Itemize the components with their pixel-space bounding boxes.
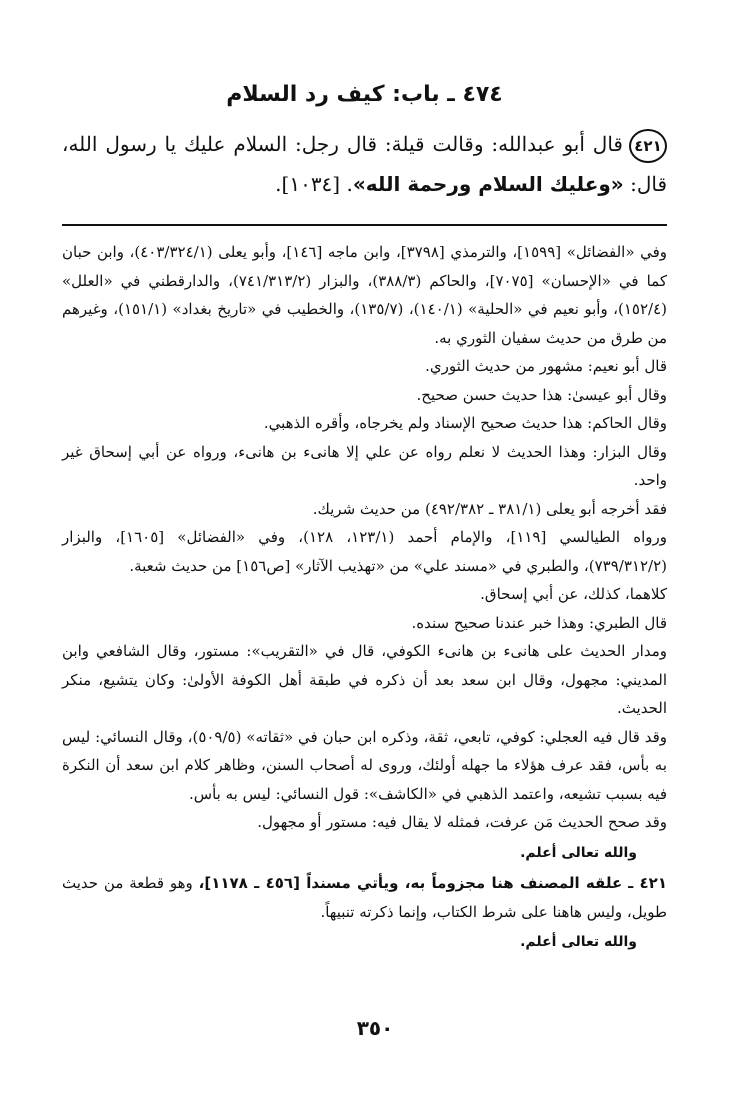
note-number: ٤٢١ ـ bbox=[628, 874, 667, 892]
page-number: ٣٥٠ bbox=[356, 1016, 394, 1040]
note-bold-text: علقه المصنف هنا مجزوماً به، ويأتي مسنداً [٤٥٦ ـ ١١٧٨]، bbox=[198, 874, 623, 892]
hadith-number-badge: ٤٢١ bbox=[629, 129, 667, 163]
chapter-title: ٤٧٤ ـ باب: كيف رد السلام bbox=[226, 82, 503, 107]
note-text: وهو قطعة من حديث طويل، وليس هاهنا على شرط الكتاب، وإنما ذكرته تنبيهاً. bbox=[62, 874, 667, 921]
footnote-paragraph: كلاهما، كذلك، عن أبي إسحاق. bbox=[480, 585, 667, 603]
footnote-paragraph: وقد قال فيه العجلي: كوفي، تابعي، ثقة، وذكره ابن حبان في «ثقاته» (٥٠٩/٥)، وقال النسائي: ليس به بأس، فقد عرف هؤلاء ما جهله أولئك، وروى له أصحاب السنن، وظاهر كلام ابن سعد أن النكرة فيه بسبب تشيعه، واعتمد الذهبي في «الكاشف»: قول النسائي: ليس به بأس. bbox=[62, 727, 667, 803]
footnote-paragraph: وقال الحاكم: هذا حديث صحيح الإسناد ولم يخرجاه، وأقره الذهبي. bbox=[263, 414, 667, 432]
main-hadith bbox=[62, 124, 667, 204]
footnote-paragraph: وقال أبو عيسىٰ: هذا حديث حسن صحيح. bbox=[416, 385, 667, 404]
hadith-reference: . [١٠٣٤]. bbox=[275, 172, 353, 196]
page-content bbox=[62, 78, 667, 959]
footnote-paragraph: فقد أخرجه أبو يعلى (٣٨١/١ ـ ٤٩٢/٣٨٢) من حديث شريك. bbox=[312, 499, 667, 518]
footnote-paragraph: وقد صحح الحديث مَن عرفت، فمثله لا يقال فيه: مستور أو مجهول. bbox=[257, 813, 667, 831]
footnote-paragraph: قال الطبري: وهذا خبر عندنا صحيح سنده. bbox=[411, 613, 667, 632]
note-421 bbox=[62, 869, 667, 926]
closing-formula: والله تعالى أعلم. bbox=[520, 844, 637, 861]
footnote-paragraph: وقال البزار: وهذا الحديث لا نعلم رواه عن علي إلا هانىء بن هانىء، ورواه عن أبي إسحاق غير واحد. bbox=[62, 442, 667, 489]
hadith-text: قال أبو عبدالله: وقالت قيلة: قال رجل: السلام عليك يا رسول الله، قال: bbox=[62, 132, 667, 196]
footnote-paragraph: ورواه الطيالسي [١١٩]، والإمام أحمد (١٢٣/١، ١٢٨)، وفي «الفضائل» [١٦٠٥]، والبزار (٧٣٩/٣١٢/٢)، والطبري في «مسند علي» من «تهذيب الآثار» [ص١٥٦] من حديث شعبة. bbox=[62, 528, 667, 575]
closing-formula-2: والله تعالى أعلم. bbox=[520, 934, 637, 950]
footnote-paragraph: ومدار الحديث على هانىء بن هانىء الكوفي، قال في «التقريب»: مستور، وقال الشافعي وابن المديني: مجهول، وقال ابن سعد بعد أن ذكره في طبقة أهل الكوفة الأولىٰ: وكان يتشيع، منكر الحديث. bbox=[62, 642, 667, 717]
hadith-quote: «وعليك السلام ورحمة الله» bbox=[352, 172, 624, 196]
footnotes bbox=[62, 238, 667, 957]
footnote-paragraph: وفي «الفضائل» [١٥٩٩]، والترمذي [٣٧٩٨]، وابن ماجه [١٤٦]، وأبو يعلى (٤٠٣/٣٢٤/١)، وابن حبان كما في «الإحسان» [٧٠٧٥]، والحاكم (٣٨٨/٣)، والبزار (٧٤١/٣١٣/٢)، والدارقطني في «العلل» (١٥٢/٤)، وأبو نعيم في «الحلية» (١٤٠/١)، (١٣٥/٧)، والخطيب في «تاريخ بغداد» (١٥١/١)، وغيرهم من طرق من حديث سفيان الثوري به. bbox=[62, 243, 667, 347]
footnote-paragraph: قال أبو نعيم: مشهور من حديث الثوري. bbox=[425, 357, 667, 375]
footnote-divider bbox=[62, 224, 667, 226]
